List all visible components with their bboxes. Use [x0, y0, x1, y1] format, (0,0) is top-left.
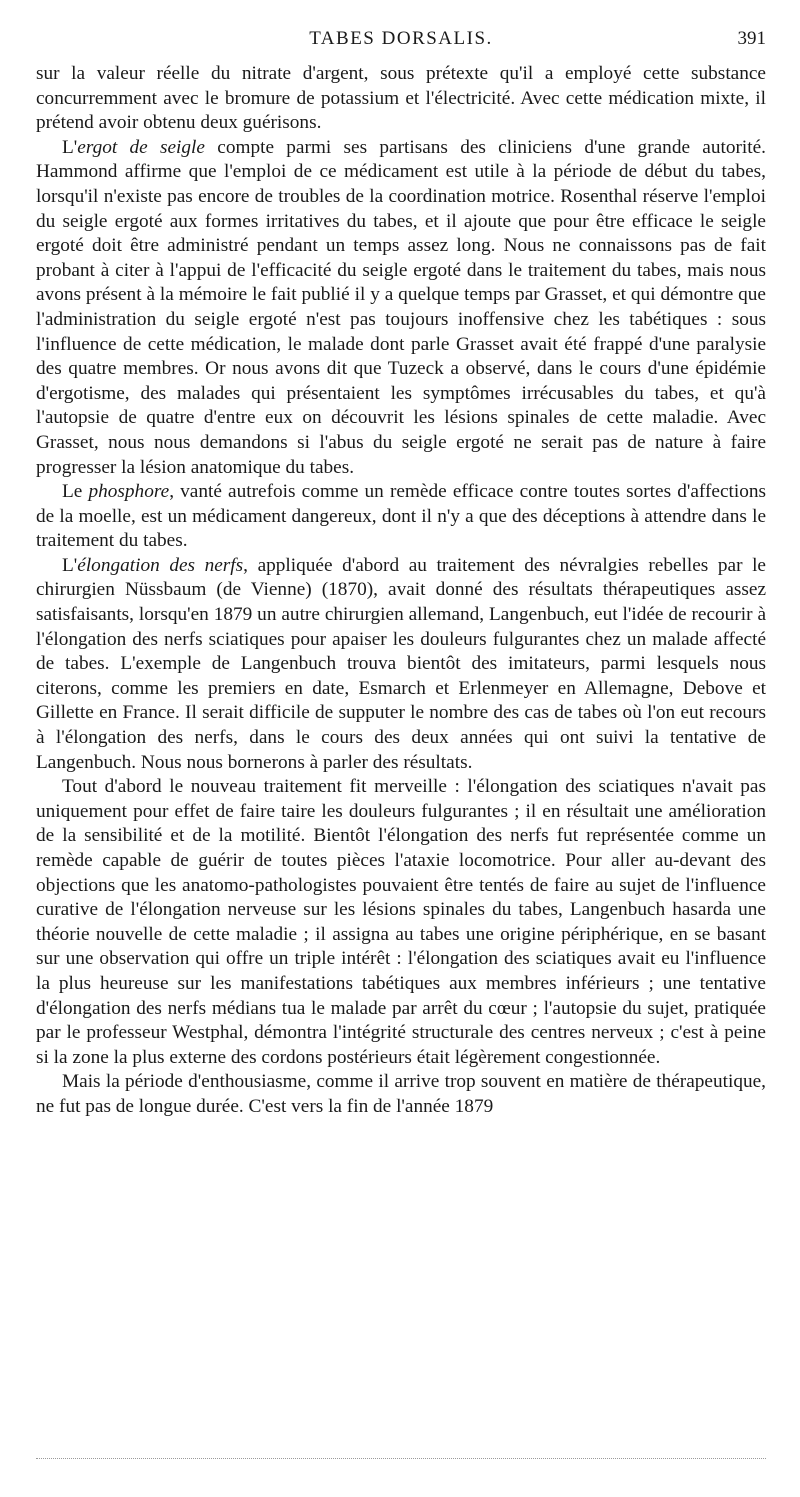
paragraph-phosphore — [36, 480, 766, 554]
text-run: , appliquée d'abord au traitement des névralgies rebelles par le chirurgien Nüssbaum (de Vienne) (1870), avait donné des résultats thérapeutiques assez satisfaisants, lorsqu'en 1879 un autre chirurgien allemand, Langenbuch, eut l'idée de recourir à l'élongation des nerfs sciatiques pour apaiser les douleurs fulgurantes chez un malade affecté de tabes. L'exemple de Langenbuch trouva bientôt des imitateurs, parmi lesquels nous citerons, comme les premiers en date, Esmarch et Erlenmeyer en Allemagne, Debove et Gillette en France. Il serait difficile de supputer le nombre des cas de tabes où l'on eut recours à l'élongation des nerfs, dans le cours des deux années qui ont suivi la tentative de Langenbuch. Nous nous bornerons à parler des résultats. — [36, 554, 766, 773]
footer-dotted-rule — [36, 1458, 766, 1459]
page-number: 391 — [737, 28, 766, 49]
text-run: Tout d'abord le nouveau traitement fit merveille : l'élongation des sciatiques n'avait pas uniquement pour effet de faire taire les douleurs fulgurantes ; il en résultait une amélioration de la sensibilité et de la motilité. Bientôt l'élongation des nerfs fut représentée comme un remède capable de guérir de toutes pièces l'ataxie locomotrice. Pour aller au-devant des objections que les anatomo-pathologistes pouvaient être tentés de faire au sujet de l'influence curative de l'élongation nerveuse sur les lésions spinales du tabes, Langenbuch hasarda une théorie nouvelle de cette maladie ; il assigna au tabes une origine périphérique, en se basant sur une observation qui offre un triple intérêt : l'élongation des sciatiques avait eu l'influence la plus heureuse sur les manifestations tabétiques aux membres inférieurs ; une tentative d'élongation des nerfs médians tua le malade par arrêt du cœur ; l'autopsie du sujet, pratiquée par le professeur Westphal, démontra l'intégrité structurale des centres nerveux ; c'est à peine si la zone la plus externe des cordons postérieurs était légèrement congestionnée. — [36, 776, 766, 1068]
text-run: sur la valeur réelle du nitrate d'argent, sous prétexte qu'il a employé cette substance concurremment avec le bromure de potassium et l'électricité. Avec cette médication mixte, il prétend avoir obtenu deux guérisons. — [36, 63, 766, 134]
italic-term: ergot de seigle — [77, 136, 205, 158]
paragraph-ergot-de-seigle — [36, 136, 766, 480]
running-title: TABES DORSALIS. — [309, 28, 493, 49]
text-run: Mais la période d'enthousiasme, comme il arrive trop souvent en matière de thérapeutique, ne fut pas de longue durée. C'est vers la fin de l'année 1879 — [36, 1071, 766, 1117]
italic-term: élongation des nerfs — [77, 554, 244, 576]
italic-term: phosphore — [88, 481, 170, 503]
body-text — [36, 62, 766, 1120]
text-run: L' — [62, 136, 78, 158]
paragraph-nitrate-continuation — [36, 62, 766, 136]
paragraph-mais-la-periode — [36, 1070, 766, 1119]
text-run: compte parmi ses partisans des cliniciens d'une grande autorité. Hammond affirme que l'emploi de ce médicament est utile à la période de début du tabes, lorsqu'il n'existe pas encore de troubles de la coordination motrice. Rosenthal réserve l'emploi du seigle ergoté aux formes irritatives du tabes, et il ajoute que pour être efficace le seigle ergoté doit être administré pendant un temps assez long. Nous ne connaissons pas de fait probant à citer à l'appui de l'efficacité du seigle ergoté dans le traitement du tabes, mais nous avons présent à la mémoire le fait publié il y a quelque temps par Grasset, et qui démontre que l'administration du seigle ergoté n'est pas toujours inoffensive chez les tabétiques : sous l'influence de cette médication, le malade dont parle Grasset avait été frappé d'une paralysie des quatre membres. Or nous avons dit que Tuzeck a observé, dans le cours d'une épidémie d'ergotisme, des malades qui présentaient les symptômes irrécusables du tabes, et qu'à l'autopsie de quatre d'entre eux on découvrit les lésions spinales de cette maladie. Avec Grasset, nous nous demandons si l'abus du seigle ergoté ne serait pas de nature à faire progresser la lésion anatomique du tabes. — [36, 136, 766, 478]
text-run: Le — [62, 481, 89, 503]
text-run: L' — [62, 554, 78, 576]
paragraph-elongation-des-nerfs — [36, 554, 766, 775]
paragraph-tout-d-abord — [36, 775, 766, 1070]
text-run: , vanté autrefois comme un remède efficace contre toutes sortes d'affections de la moelle, est un médicament dangereux, dont il n'y a que des déceptions à attendre dans le traitement du tabes. — [36, 481, 767, 552]
running-header — [36, 28, 766, 52]
